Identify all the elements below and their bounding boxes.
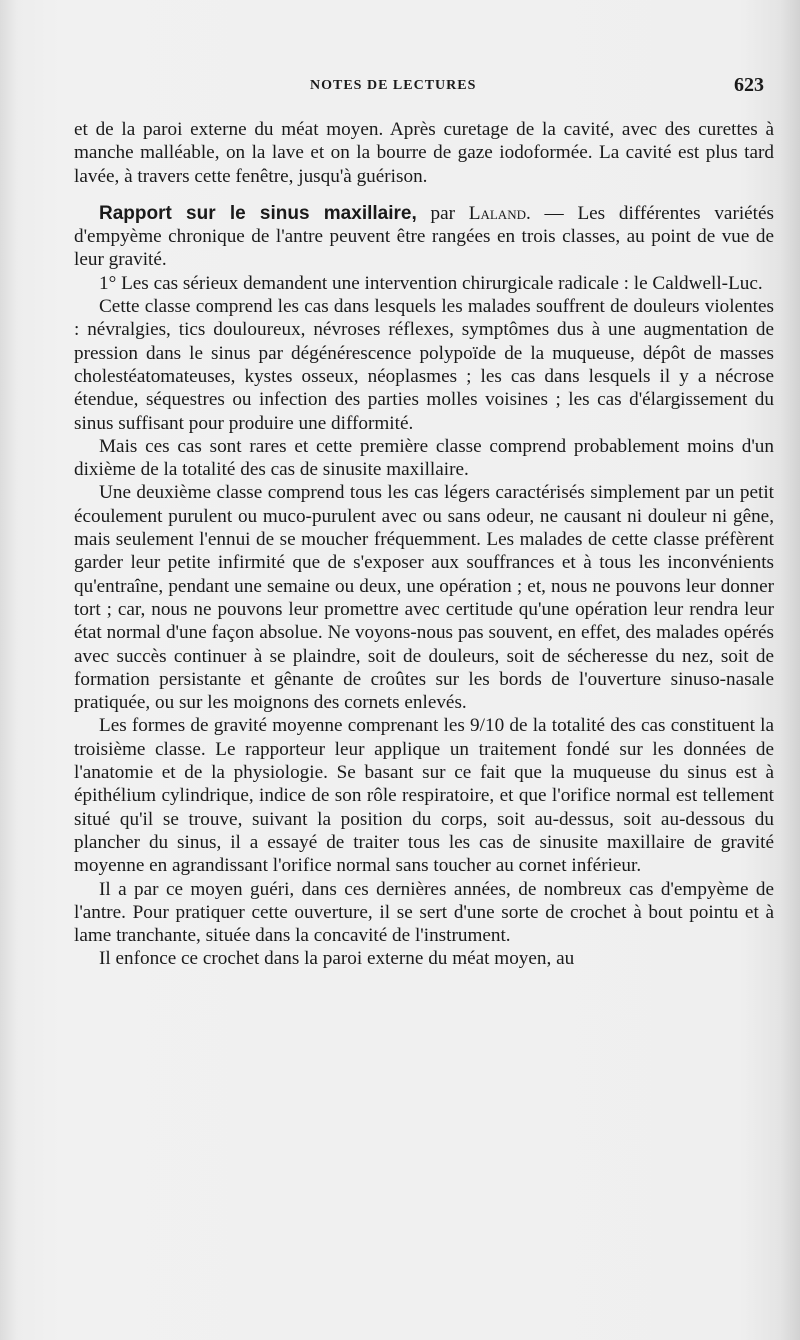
running-head: NOTES DE LECTURES [310, 78, 477, 93]
par-word: par [416, 202, 469, 224]
paragraph-rapport [74, 202, 774, 272]
paragraph-technique: Il enfonce ce crochet dans la paroi externe du méat moyen, au [99, 948, 575, 970]
paragraph-continuation: et de la paroi externe du méat moyen. Après curetage de la cavité, avec des curettes à manche malléable, on la lave et on la bourre de gaze iodoformée. La cavité est plus tard lavée, à travers cette fenêtre, jusqu'à guérison. [74, 119, 774, 187]
paragraph-second-class: Une deuxième classe comprend tous les cas légers caractérisés simplement par un petit écoulement purulent ou muco-purulent avec ou sans odeur, ne causant ni douleur ni gêne, mais seulement l'ennui de se moucher fréquemment. Les malades de cette classe préfèrent garder leur petite infirmité que de s'exposer aux souffrances et à tous les inconvénients qu'entraîne, pendant une semaine ou deux, une opération ; et, nous ne pouvons leur donner tort ; car, nous ne pouvons leur promettre avec certitude qu'une opération leur rendra leur état normal d'une façon absolue. Ne voyons-nous pas souvent, en effet, des malades opérés avec succès continuer à se plaindre, soit de douleurs, soit de sécheresse du nez, soit de formation persistante et gênante de croûtes sur les bords de l'ouverture sinuso-nasale pratiquée, ou sur les moignons des cornets enlevés. [74, 482, 774, 714]
paragraph-third-class: Les formes de gravité moyenne comprenant les 9/10 de la totalité des cas constituent la troisième classe. Le rapporteur leur applique un traitement fondé sur les données de l'anatomie et de la physiologie. Se basant sur ce fait que la muqueuse du sinus est à épithélium cylindrique, indice de son rôle respiratoire, et que l'orifice normal est tellement situé qu'il se trouve, suivant la position du corps, soit au-dessus, soit au-dessous du plancher du sinus, il a essayé de traiter tous les cas de sinusite maxillaire de gravité moyenne en agrandissant l'orifice normal sans toucher au cornet inférieur. [74, 715, 774, 877]
body-text [74, 118, 774, 971]
page-header [0, 76, 800, 98]
paragraph-first-class: 1° Les cas sérieux demandent une intervention chirurgicale radicale : le Caldwell-Luc. [99, 272, 763, 294]
paragraph-results: Il a par ce moyen guéri, dans ces dernières années, de nombreux cas d'empyème de l'antre. Pour pratiquer cette ouverture, il se sert d'une sorte de crochet à bout pointu et à lame tranchante, située dans la concavité de l'instrument. [74, 878, 774, 947]
paragraph-first-class-detail: Cette classe comprend les cas dans lesquels les malades souffrent de douleurs violentes : névralgies, tics douloureux, névroses réflexes, symptômes dus à une augmentation de pression dans le sinus par dégénérescence polypoïde de la muqueuse, dépôt de masses cholestéatomateuses, kystes osseux, néoplasmes ; les cas dans lesquels il y a nécrose étendue, séquestres ou infection des parties molles voisines ; les cas d'élargissement du sinus suffisant pour produire une difformité. [74, 296, 774, 434]
section-title: Rapport sur le sinus maxillaire, [99, 202, 417, 224]
page-number: 623 [734, 74, 764, 96]
paragraph-rapport-text: . — Les différentes variétés d'empyème chronique de l'antre peuvent être rangées en trois classes, au point de vue de leur gravité. [74, 202, 774, 271]
author-name: Laland [468, 202, 526, 224]
paragraph-rare-cases: Mais ces cas sont rares et cette première classe comprend probablement moins d'un dixième de la totalité des cas de sinusite maxillaire. [74, 435, 774, 481]
